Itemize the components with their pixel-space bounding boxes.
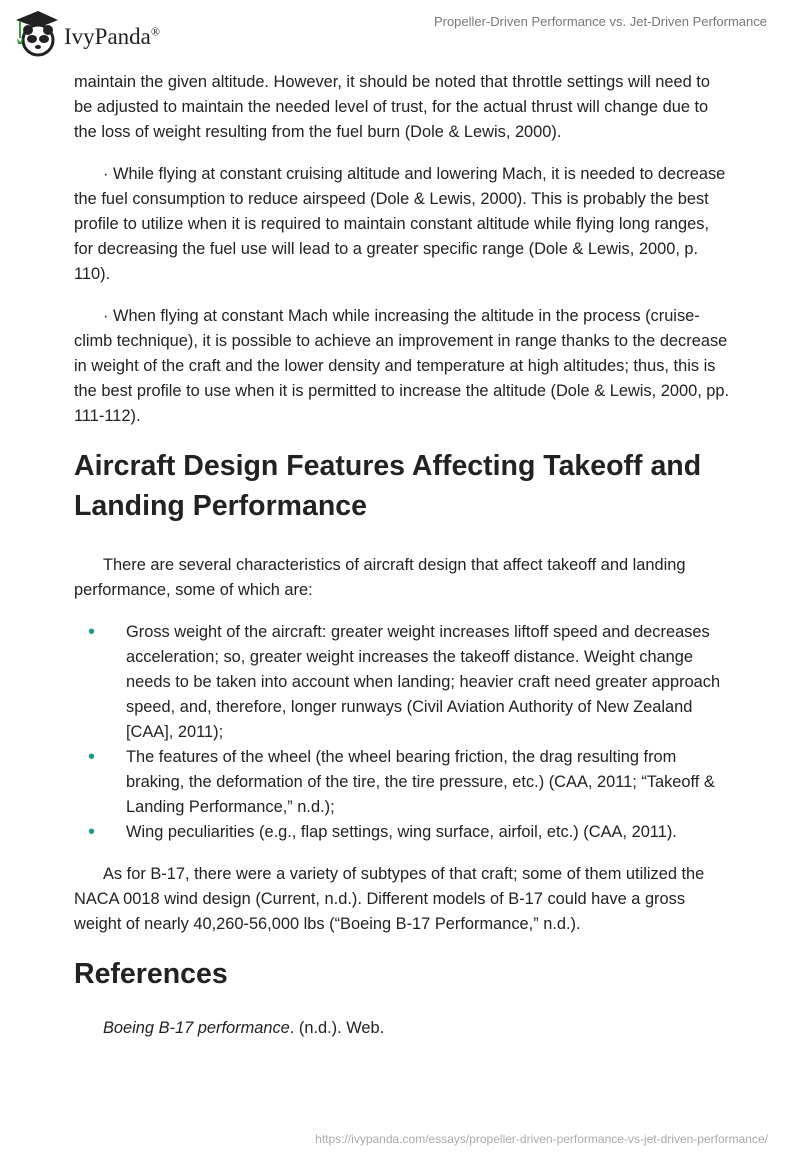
reference-entry: [74, 1016, 730, 1041]
document-title: Propeller-Driven Performance vs. Jet-Driven Performance: [433, 14, 767, 29]
reference-details: . (n.d.). Web.: [289, 1019, 385, 1037]
registered-mark: ®: [150, 24, 160, 39]
paragraph: · While flying at constant cruising altitude and lowering Mach, it is needed to decrease the fuel consumption to reduce airspeed (Dole & Lewis, 2000). This is probably the best profile to utilize when it is required to maintain constant altitude while flying long ranges, for decreasing the fuel use will lead to a greater specific range (Dole & Lewis, 2000, p. 110).: [74, 165, 726, 283]
paragraph: maintain the given altitude. However, it should be noted that throttle settings will need to be adjusted to maintain the needed level of trust, for the actual thrust will change due to the loss of weight resulting from the fuel burn (Dole & Lewis, 2000).: [74, 73, 710, 141]
bullet-list: [74, 620, 730, 845]
page-header: [0, 0, 800, 70]
bullet-icon: •: [88, 746, 96, 768]
paragraph: As for B-17, there were a variety of subtypes of that craft; some of them utilized the NACA 0018 wind design (Current, n.d.). Different models of B-17 could have a gross weight of nearly 40,260-56,000 lbs (“Boeing B-17 Performance,” n.d.).: [74, 865, 705, 933]
paragraph: There are several characteristics of aircraft design that affect takeoff and landing performance, some of which are:: [74, 556, 686, 599]
section-heading: Aircraft Design Features Affecting Takeoff and Landing Performance: [74, 450, 702, 522]
list-item-text: The features of the wheel (the wheel bearing friction, the drag resulting from braking, the deformation of the tire, the tire pressure, etc.) (CAA, 2011; “Takeoff & Landing Performance,” n.d.);: [126, 748, 715, 816]
list-item-text: Gross weight of the aircraft: greater weight increases liftoff speed and decreases acceleration; so, greater weight increases the takeoff distance. Weight change needs to be taken into account when landing; heavier craft need greater approach speed, and, therefore, longer runways (Civil Aviation Authority of New Zealand [CAA], 2011);: [126, 623, 721, 741]
bullet-icon: •: [88, 621, 96, 643]
ivypanda-logo[interactable]: [14, 8, 160, 58]
list-item: [88, 745, 730, 820]
reference-title: Boeing B-17 performance: [103, 1019, 290, 1037]
source-url[interactable]: https://ivypanda.com/essays/propeller-driven-performance-vs-jet-driven-performance/: [315, 1132, 768, 1146]
paragraph: · When flying at constant Mach while increasing the altitude in the process (cruise-climb technique), it is possible to achieve an improvement in range thanks to the decrease in weight of the craft and the lower density and temperature at high altitudes; thus, this is the best profile to use when it is permitted to increase the altitude (Dole & Lewis, 2000, pp. 111-112).: [74, 307, 730, 425]
list-item-text: Wing peculiarities (e.g., flap settings, wing surface, airfoil, etc.) (CAA, 2011).: [126, 823, 677, 841]
bullet-icon: •: [88, 821, 96, 843]
logo-text: IvyPanda: [64, 24, 151, 49]
list-item: [88, 820, 730, 845]
panda-graduate-icon: [14, 8, 58, 58]
essay-body: [74, 70, 730, 1058]
references-heading: References: [74, 958, 228, 990]
list-item: [88, 620, 730, 745]
